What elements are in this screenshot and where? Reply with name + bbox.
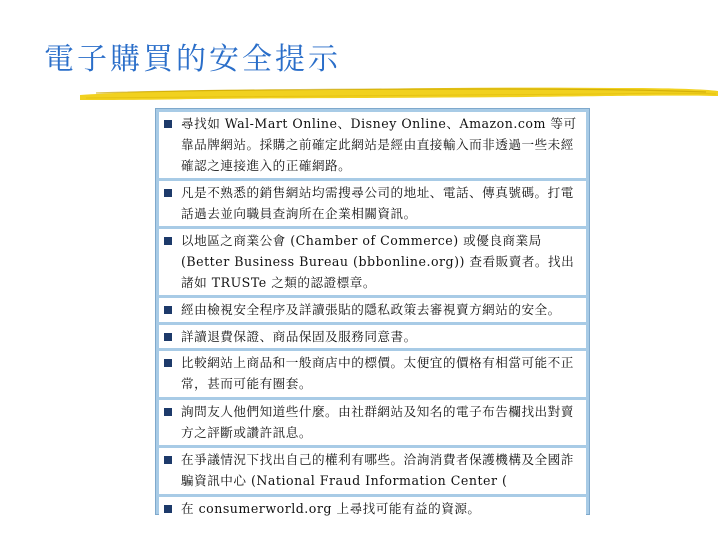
tip-text: 經由檢視安全程序及詳讀張貼的隱私政策去審視賣方網站的安全。: [181, 302, 561, 317]
square-bullet-icon: [164, 456, 172, 464]
square-bullet-icon: [164, 237, 172, 245]
tip-item: [159, 325, 586, 348]
tip-text: 尋找如 Wal-Mart Online、Disney Online、Amazon.com 等可靠品牌網站。採購之前確定此網站是經由直接輸入而非透過一些未經確認之連接進入的正確網路。: [181, 116, 577, 173]
tip-item: [159, 229, 586, 295]
tip-item: [159, 112, 586, 178]
tip-item: [159, 400, 586, 445]
decorative-brush-stroke: [76, 80, 720, 104]
tip-text: 詢問友人他們知道些什麼。由社群網站及知名的電子布告欄找出對賣方之評斷或讚許訊息。: [181, 404, 574, 440]
tips-panel: [155, 108, 590, 515]
tip-text: 比較網站上商品和一般商店中的標價。太便宜的價格有相當可能不正常，甚而可能有圈套。: [181, 355, 574, 391]
square-bullet-icon: [164, 408, 172, 416]
tip-text: 在 consumerworld.org 上尋找可能有益的資源。: [181, 501, 481, 516]
square-bullet-icon: [164, 359, 172, 367]
tip-text: 以地區之商業公會 (Chamber of Commerce) 或優良商業局 (Better Business Bureau (bbbonline.org)) 查看販賣者。找出諸如 TRUSTe 之類的認證標章。: [181, 233, 575, 290]
square-bullet-icon: [164, 306, 172, 314]
tip-item: [159, 181, 586, 226]
tip-text: 在爭議情況下找出自己的權利有哪些。洽詢消費者保護機構及全國詐騙資訊中心 (National Fraud Information Center (: [181, 452, 574, 488]
tip-text: 詳讀退費保證、商品保固及服務同意書。: [181, 329, 417, 344]
square-bullet-icon: [164, 505, 172, 513]
tip-item: [159, 448, 586, 494]
tip-text: 凡是不熟悉的銷售網站均需搜尋公司的地址、電話、傳真號碼。打電話過去並向職員查詢所在企業相關資訊。: [181, 185, 574, 221]
page-title: 電子購買的安全提示: [44, 42, 341, 77]
tip-item: [159, 298, 586, 322]
square-bullet-icon: [164, 189, 172, 197]
square-bullet-icon: [164, 120, 172, 128]
square-bullet-icon: [164, 333, 172, 341]
tip-item: [159, 351, 586, 397]
tip-item: [159, 497, 586, 520]
